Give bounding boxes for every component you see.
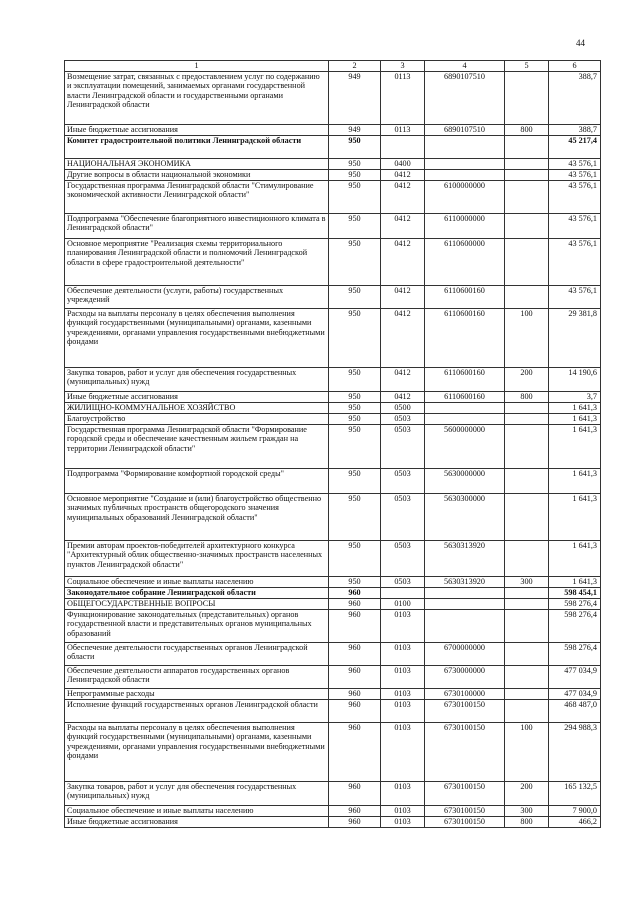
row-target-cell — [425, 169, 505, 180]
row-name-cell: Расходы на выплаты персоналу в целях обеспечения выполнения функций государственными (муниципальными) органами, казенными учреждениями, органами управления государственными внебюджетными фондами — [65, 308, 329, 367]
table-row — [65, 424, 601, 468]
row-type-cell: 800 — [505, 816, 549, 827]
row-target-cell: 6730100150 — [425, 699, 505, 722]
row-ved-cell: 960 — [329, 688, 381, 699]
row-target-cell: 6110600160 — [425, 391, 505, 402]
table-row — [65, 308, 601, 367]
row-type-cell — [505, 642, 549, 665]
row-section-cell: 0503 — [381, 576, 425, 587]
row-type-cell: 200 — [505, 367, 549, 391]
row-target-cell: 6110600000 — [425, 238, 505, 285]
row-sum-cell: 598 276,4 — [549, 609, 601, 642]
table-row — [65, 213, 601, 238]
row-type-cell — [505, 699, 549, 722]
row-name-cell: Возмещение затрат, связанных с предоставлением услуг по содержанию и эксплуатации помещений, занимаемых органами государственной власти Ленинградской области и государственными органами Ленинградской области — [65, 71, 329, 124]
row-ved-cell: 960 — [329, 781, 381, 805]
row-target-cell: 6730100150 — [425, 816, 505, 827]
row-ved-cell: 950 — [329, 402, 381, 413]
row-type-cell — [505, 609, 549, 642]
row-target-cell: 6110600160 — [425, 308, 505, 367]
table-row — [65, 642, 601, 665]
row-ved-cell: 950 — [329, 367, 381, 391]
table-row — [65, 493, 601, 540]
row-target-cell: 6110000000 — [425, 213, 505, 238]
table-row — [65, 285, 601, 308]
row-section-cell — [381, 587, 425, 598]
row-sum-cell: 29 381,8 — [549, 308, 601, 367]
row-type-cell — [505, 665, 549, 688]
row-name-cell: Основное мероприятие "Создание и (или) благоустройство общественно значимых публичных пространств общегородского значения муниципальных образований Ленинградской области" — [65, 493, 329, 540]
table-row — [65, 468, 601, 493]
row-ved-cell: 960 — [329, 598, 381, 609]
row-target-cell: 6730100000 — [425, 688, 505, 699]
row-target-cell: 5630000000 — [425, 468, 505, 493]
row-ved-cell: 950 — [329, 213, 381, 238]
row-section-cell: 0503 — [381, 424, 425, 468]
row-section-cell: 0103 — [381, 699, 425, 722]
row-ved-cell: 949 — [329, 124, 381, 135]
row-section-cell: 0103 — [381, 665, 425, 688]
row-sum-cell: 598 276,4 — [549, 598, 601, 609]
row-sum-cell: 388,7 — [549, 71, 601, 124]
row-sum-cell: 14 190,6 — [549, 367, 601, 391]
row-target-cell: 6700000000 — [425, 642, 505, 665]
row-type-cell — [505, 587, 549, 598]
row-sum-cell: 1 641,3 — [549, 493, 601, 540]
row-ved-cell: 950 — [329, 576, 381, 587]
table-row — [65, 402, 601, 413]
table-row — [65, 180, 601, 213]
row-sum-cell: 598 276,4 — [549, 642, 601, 665]
row-name-cell: Непрограммные расходы — [65, 688, 329, 699]
row-type-cell: 100 — [505, 308, 549, 367]
row-target-cell: 5630300000 — [425, 493, 505, 540]
row-sum-cell: 468 487,0 — [549, 699, 601, 722]
budget-table — [64, 60, 601, 828]
row-sum-cell: 388,7 — [549, 124, 601, 135]
row-section-cell: 0113 — [381, 124, 425, 135]
row-ved-cell: 950 — [329, 180, 381, 213]
row-sum-cell: 43 576,1 — [549, 285, 601, 308]
table-row — [65, 587, 601, 598]
row-target-cell: 6730000000 — [425, 665, 505, 688]
row-section-cell: 0503 — [381, 413, 425, 424]
row-section-cell: 0103 — [381, 642, 425, 665]
row-ved-cell: 950 — [329, 468, 381, 493]
row-target-cell — [425, 609, 505, 642]
row-sum-cell: 43 576,1 — [549, 213, 601, 238]
row-section-cell: 0412 — [381, 367, 425, 391]
row-type-cell — [505, 135, 549, 158]
row-section-cell: 0412 — [381, 308, 425, 367]
row-target-cell: 6110600160 — [425, 285, 505, 308]
column-header: 1 — [65, 61, 329, 72]
row-sum-cell: 477 034,9 — [549, 665, 601, 688]
row-target-cell: 6730100150 — [425, 722, 505, 781]
row-section-cell: 0103 — [381, 816, 425, 827]
row-name-cell: Иные бюджетные ассигнования — [65, 391, 329, 402]
row-name-cell: Государственная программа Ленинградской области "Стимулирование экономической активности Ленинградской области" — [65, 180, 329, 213]
row-type-cell — [505, 71, 549, 124]
row-name-cell: Социальное обеспечение и иные выплаты населению — [65, 576, 329, 587]
page-number: 44 — [576, 38, 585, 48]
row-ved-cell: 960 — [329, 699, 381, 722]
column-header: 6 — [549, 61, 601, 72]
row-type-cell — [505, 238, 549, 285]
row-ved-cell: 950 — [329, 540, 381, 576]
row-type-cell: 300 — [505, 576, 549, 587]
row-ved-cell: 960 — [329, 805, 381, 816]
table-row — [65, 609, 601, 642]
column-header: 5 — [505, 61, 549, 72]
row-ved-cell: 950 — [329, 158, 381, 169]
row-ved-cell: 960 — [329, 587, 381, 598]
row-sum-cell: 43 576,1 — [549, 169, 601, 180]
row-type-cell — [505, 402, 549, 413]
row-sum-cell: 1 641,3 — [549, 576, 601, 587]
table-row — [65, 598, 601, 609]
row-section-cell: 0412 — [381, 213, 425, 238]
column-header: 2 — [329, 61, 381, 72]
row-target-cell: 6110600160 — [425, 367, 505, 391]
row-sum-cell: 1 641,3 — [549, 540, 601, 576]
row-target-cell: 5600000000 — [425, 424, 505, 468]
row-name-cell: Подпрограмма "Обеспечение благоприятного инвестиционного климата в Ленинградской области" — [65, 213, 329, 238]
row-name-cell: Премии авторам проектов-победителей архитектурного конкурса "Архитектурный облик общественно-значимых пространств населенных пунктов Ленинградской области" — [65, 540, 329, 576]
row-type-cell — [505, 158, 549, 169]
table-header-row — [65, 61, 601, 72]
row-section-cell: 0103 — [381, 805, 425, 816]
table-row — [65, 576, 601, 587]
column-header: 3 — [381, 61, 425, 72]
column-header: 4 — [425, 61, 505, 72]
row-name-cell: Комитет градостроительной политики Ленинградской области — [65, 135, 329, 158]
table-row — [65, 688, 601, 699]
table-row — [65, 135, 601, 158]
row-type-cell — [505, 180, 549, 213]
row-section-cell: 0103 — [381, 609, 425, 642]
row-name-cell: Социальное обеспечение и иные выплаты населению — [65, 805, 329, 816]
row-name-cell: Закупка товаров, работ и услуг для обеспечения государственных (муниципальных) нужд — [65, 781, 329, 805]
row-name-cell: ЖИЛИЩНО-КОММУНАЛЬНОЕ ХОЗЯЙСТВО — [65, 402, 329, 413]
row-name-cell: Законодательное собрание Ленинградской области — [65, 587, 329, 598]
row-section-cell: 0503 — [381, 493, 425, 540]
row-ved-cell: 960 — [329, 722, 381, 781]
row-section-cell: 0500 — [381, 402, 425, 413]
row-target-cell — [425, 135, 505, 158]
row-name-cell: ОБЩЕГОСУДАРСТВЕННЫЕ ВОПРОСЫ — [65, 598, 329, 609]
table-row — [65, 699, 601, 722]
row-ved-cell: 960 — [329, 665, 381, 688]
row-type-cell — [505, 213, 549, 238]
row-name-cell: Расходы на выплаты персоналу в целях обеспечения выполнения функций государственными (муниципальными) органами, казенными учреждениями, органами управления государственными внебюджетными фондами — [65, 722, 329, 781]
row-ved-cell: 950 — [329, 238, 381, 285]
row-name-cell: Основное мероприятие "Реализация схемы территориального планирования Ленинградской области и полномочий Ленинградской области в сфере градостроительной деятельности" — [65, 238, 329, 285]
row-type-cell: 300 — [505, 805, 549, 816]
row-sum-cell: 43 576,1 — [549, 238, 601, 285]
row-target-cell — [425, 587, 505, 598]
row-sum-cell: 45 217,4 — [549, 135, 601, 158]
table-row — [65, 781, 601, 805]
row-name-cell: Благоустройство — [65, 413, 329, 424]
row-name-cell: Закупка товаров, работ и услуг для обеспечения государственных (муниципальных) нужд — [65, 367, 329, 391]
row-target-cell: 6100000000 — [425, 180, 505, 213]
row-section-cell — [381, 135, 425, 158]
row-name-cell: Подпрограмма "Формирование комфортной городской среды" — [65, 468, 329, 493]
row-section-cell: 0412 — [381, 391, 425, 402]
row-sum-cell: 477 034,9 — [549, 688, 601, 699]
row-target-cell — [425, 413, 505, 424]
row-ved-cell: 950 — [329, 493, 381, 540]
row-name-cell: Обеспечение деятельности аппаратов государственных органов Ленинградской области — [65, 665, 329, 688]
table-row — [65, 816, 601, 827]
row-name-cell: Другие вопросы в области национальной экономики — [65, 169, 329, 180]
row-ved-cell: 949 — [329, 71, 381, 124]
row-type-cell — [505, 468, 549, 493]
row-name-cell: Обеспечение деятельности (услуги, работы) государственных учреждений — [65, 285, 329, 308]
row-section-cell: 0412 — [381, 238, 425, 285]
row-section-cell: 0412 — [381, 285, 425, 308]
row-target-cell: 5630313920 — [425, 540, 505, 576]
table-row — [65, 71, 601, 124]
row-sum-cell: 1 641,3 — [549, 424, 601, 468]
row-section-cell: 0103 — [381, 688, 425, 699]
row-sum-cell: 1 641,3 — [549, 413, 601, 424]
row-section-cell: 0100 — [381, 598, 425, 609]
row-sum-cell: 7 900,0 — [549, 805, 601, 816]
row-type-cell — [505, 413, 549, 424]
row-target-cell: 5630313920 — [425, 576, 505, 587]
row-type-cell — [505, 285, 549, 308]
row-type-cell — [505, 169, 549, 180]
row-type-cell: 800 — [505, 124, 549, 135]
row-type-cell — [505, 540, 549, 576]
table-row — [65, 665, 601, 688]
row-section-cell: 0400 — [381, 158, 425, 169]
row-section-cell: 0503 — [381, 540, 425, 576]
row-sum-cell: 466,2 — [549, 816, 601, 827]
row-sum-cell: 3,7 — [549, 391, 601, 402]
row-target-cell: 6730100150 — [425, 781, 505, 805]
row-name-cell: Функционирование законодательных (представительных) органов государственной власти и представительных органов муниципальных образований — [65, 609, 329, 642]
table-row — [65, 124, 601, 135]
row-type-cell — [505, 688, 549, 699]
row-section-cell: 0113 — [381, 71, 425, 124]
row-type-cell — [505, 424, 549, 468]
row-target-cell: 6730100150 — [425, 805, 505, 816]
row-section-cell: 0412 — [381, 169, 425, 180]
row-target-cell — [425, 402, 505, 413]
row-sum-cell: 1 641,3 — [549, 402, 601, 413]
row-name-cell: Иные бюджетные ассигнования — [65, 816, 329, 827]
row-name-cell: Исполнение функций государственных органов Ленинградской области — [65, 699, 329, 722]
row-target-cell — [425, 598, 505, 609]
row-section-cell: 0103 — [381, 722, 425, 781]
row-sum-cell: 294 988,3 — [549, 722, 601, 781]
row-ved-cell: 950 — [329, 135, 381, 158]
row-ved-cell: 960 — [329, 609, 381, 642]
row-type-cell: 800 — [505, 391, 549, 402]
row-section-cell: 0412 — [381, 180, 425, 213]
row-type-cell: 100 — [505, 722, 549, 781]
row-ved-cell: 950 — [329, 424, 381, 468]
row-type-cell — [505, 493, 549, 540]
row-name-cell: НАЦИОНАЛЬНАЯ ЭКОНОМИКА — [65, 158, 329, 169]
row-sum-cell: 43 576,1 — [549, 180, 601, 213]
table-row — [65, 722, 601, 781]
table-body — [65, 71, 601, 827]
table-row — [65, 391, 601, 402]
row-name-cell: Обеспечение деятельности государственных органов Ленинградской области — [65, 642, 329, 665]
table-row — [65, 540, 601, 576]
row-ved-cell: 950 — [329, 413, 381, 424]
table-row — [65, 805, 601, 816]
row-target-cell: 6890107510 — [425, 71, 505, 124]
row-type-cell — [505, 598, 549, 609]
row-name-cell: Иные бюджетные ассигнования — [65, 124, 329, 135]
table-row — [65, 413, 601, 424]
table-row — [65, 238, 601, 285]
row-ved-cell: 950 — [329, 285, 381, 308]
row-ved-cell: 960 — [329, 642, 381, 665]
table-row — [65, 169, 601, 180]
row-name-cell: Государственная программа Ленинградской области "Формирование городской среды и обеспечение качественным жильем граждан на территории Ленинградской области" — [65, 424, 329, 468]
row-type-cell: 200 — [505, 781, 549, 805]
row-ved-cell: 950 — [329, 308, 381, 367]
row-section-cell: 0103 — [381, 781, 425, 805]
row-sum-cell: 43 576,1 — [549, 158, 601, 169]
row-target-cell: 6890107510 — [425, 124, 505, 135]
row-ved-cell: 950 — [329, 169, 381, 180]
row-section-cell: 0503 — [381, 468, 425, 493]
table-row — [65, 158, 601, 169]
table-row — [65, 367, 601, 391]
row-sum-cell: 598 454,1 — [549, 587, 601, 598]
row-target-cell — [425, 158, 505, 169]
row-ved-cell: 960 — [329, 816, 381, 827]
row-ved-cell: 950 — [329, 391, 381, 402]
row-sum-cell: 165 132,5 — [549, 781, 601, 805]
row-sum-cell: 1 641,3 — [549, 468, 601, 493]
